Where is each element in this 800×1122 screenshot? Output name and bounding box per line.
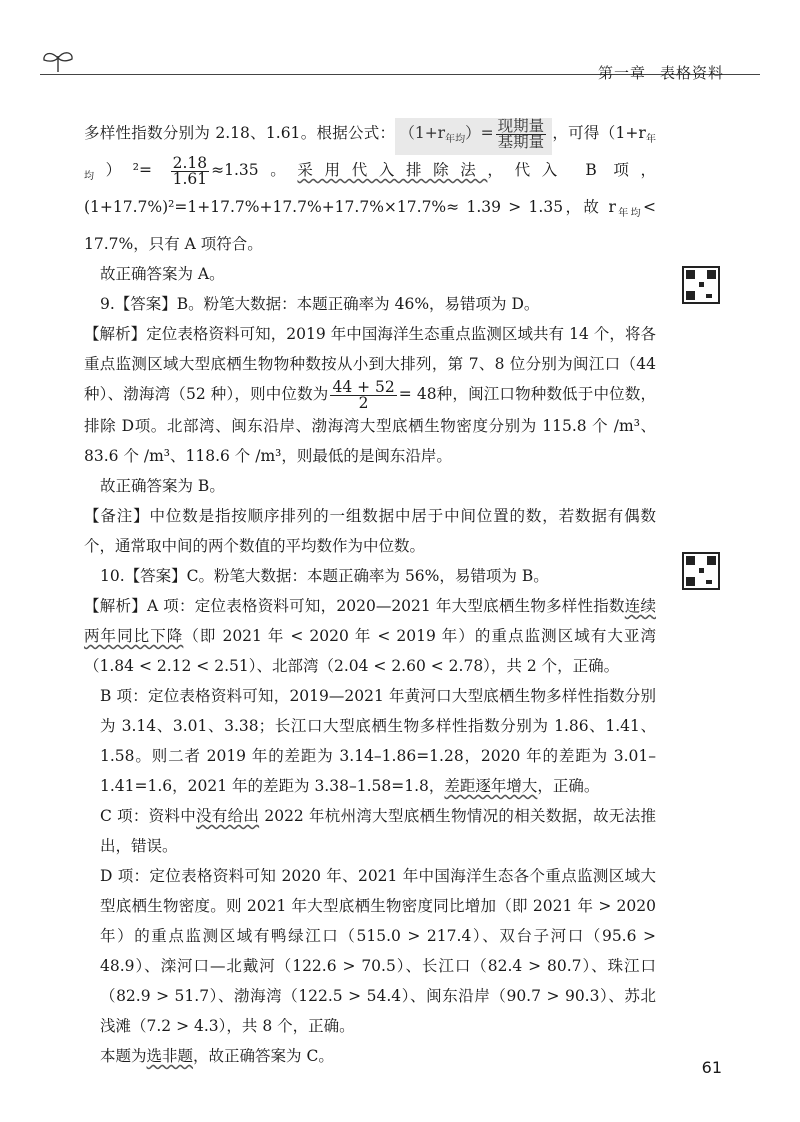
formula-sub: 年均	[445, 134, 466, 146]
fraction-ratio	[171, 153, 210, 188]
text: = 48种，闽江口物种数低于中位数，排除 D项。北部湾、闽东沿岸、渤海湾大型底栖生物密度分别为 115.8 个 /m³、83.6 个 /m³、118.6 个 /m³，则最低的是闽东沿岸。	[84, 385, 657, 465]
subscript: 年均	[615, 208, 644, 220]
text: ，故正确答案为 C。	[193, 1046, 334, 1065]
question-10-answer: 10.【答案】C。粉笔大数据：本题正确率为 56%，易错项为 B。	[100, 566, 549, 585]
chapter-number: 第一章	[597, 64, 646, 82]
text: 【解析】A 项：定位表格资料可知，2020—2021 年大型底栖生物多样性指数	[84, 596, 625, 615]
question-10-conclusion	[84, 1041, 656, 1071]
emphasis: 差距逐年增大	[444, 776, 538, 795]
answer-line: 故正确答案为 A。	[100, 265, 225, 284]
answer-line: 故正确答案为 B。	[100, 476, 225, 495]
formula-right: ）	[465, 124, 481, 142]
text: 1.39 > 1.35，故 r	[466, 198, 616, 217]
text: ，代入 B 项，(1+17.7%)²=1+17.7%+17.7%+17.7%×17.7%≈	[84, 161, 657, 217]
emphasis: 没有给出	[196, 806, 260, 825]
emphasis: 采用代入排除法	[297, 161, 488, 180]
text: ≈1.35。	[211, 161, 298, 180]
page-body	[84, 118, 656, 1071]
question-9-analysis	[84, 319, 656, 471]
text: B 项：定位表格资料可知，2019—2021 年黄河口大型底栖生物多样性指数分别为 3.14、3.01、3.38；长江口大型底栖生物多样性指数分别为 1.86、1.41、1.58。则二者 2019 年的差距为 3.14–1.86=1.28，2020 年的差距为 3.01–1.41=1.6，2021 年的差距为 3.38–1.58=1.8，	[100, 686, 656, 795]
text: 多样性指数分别为 2.18、1.61。根据公式：	[84, 124, 396, 142]
text: C 项：资料中	[100, 806, 196, 825]
question-10-option-b	[84, 681, 656, 801]
text: ，可得（1+r	[552, 124, 646, 142]
formula-den: 基期量	[497, 132, 545, 151]
question-9-note: 【备注】中位数是指按顺序排列的一组数据中居于中间位置的数，若数据有偶数个，通常取中间的两个数值的平均数作为中位数。	[84, 506, 656, 555]
question-10-option-c	[84, 801, 656, 861]
page-number: 61	[701, 1058, 722, 1077]
subscript: 年均	[84, 134, 657, 183]
question-9-answer: 9.【答案】B。粉笔大数据：本题正确率为 46%，易错项为 D。	[100, 295, 540, 314]
formula-num: 现期量	[497, 116, 545, 135]
paragraph-formula	[84, 118, 656, 259]
fraction-num: 44 + 52	[332, 377, 395, 396]
fraction-den: 2	[358, 393, 369, 412]
fraction-num: 2.18	[172, 153, 208, 172]
text: ，正确。	[537, 776, 600, 795]
text: 2022 年杭州湾大型底栖生物情况的相关数据，故无法推出，错误。	[100, 806, 656, 855]
question-10-option-a	[84, 591, 656, 681]
emphasis: 连续两年同比下降	[84, 596, 656, 645]
text: 本题为	[100, 1046, 147, 1065]
chapter-heading	[598, 62, 724, 83]
text: < 17.7%，只有 A 项符合。	[84, 198, 657, 254]
text: （即 2021 年 < 2020 年 < 2019 年）的重点监测区域有大亚湾（1.84 < 2.12 < 2.51）、北部湾（2.04 < 2.60 < 2.78），共 2 个，正确。	[84, 626, 656, 675]
qr-code-icon[interactable]	[682, 552, 720, 590]
qr-code-icon[interactable]	[682, 266, 720, 304]
formula-left: （1+r	[399, 124, 446, 142]
text: 【解析】定位表格资料可知，2019 年中国海洋生态重点监测区域共有 14 个，将各重点监测区域大型底栖生物物种数按从小到大排列，第 7、8 位分别为闽江口（44种）、渤海湾（52 种），则中位数为	[84, 325, 656, 404]
chapter-title: 表格资料	[659, 64, 724, 82]
emphasis: 选非题	[146, 1046, 194, 1065]
fraction-den: 1.61	[172, 169, 208, 188]
fraction-median	[330, 377, 396, 412]
question-10-option-d: D 项：定位表格资料可知 2020 年、2021 年中国海洋生态各个重点监测区域大型底栖生物密度。则 2021 年大型底栖生物密度同比增加（即 2021 年 > 2020 年）的重点监测区域有鸭绿江口（515.0 > 217.4）、双台子河口（95.6 > 48.9）、滦河口—北戴河（122.6 > 70.5）、长江口（82.4 > 80.7）、珠江口（82.9 > 51.7）、渤海湾（122.5 > 54.4）、闽东沿岸（90.7 > 90.3）、苏北浅滩（7.2 > 4.3），共 8 个，正确。	[100, 866, 656, 1035]
formula-box: $(1+r_{年均})=$ $\frac{\text{现期量}}{\text{基期量}}$	[395, 118, 552, 155]
text: ）²=	[105, 161, 153, 180]
leaf-icon	[40, 48, 78, 74]
